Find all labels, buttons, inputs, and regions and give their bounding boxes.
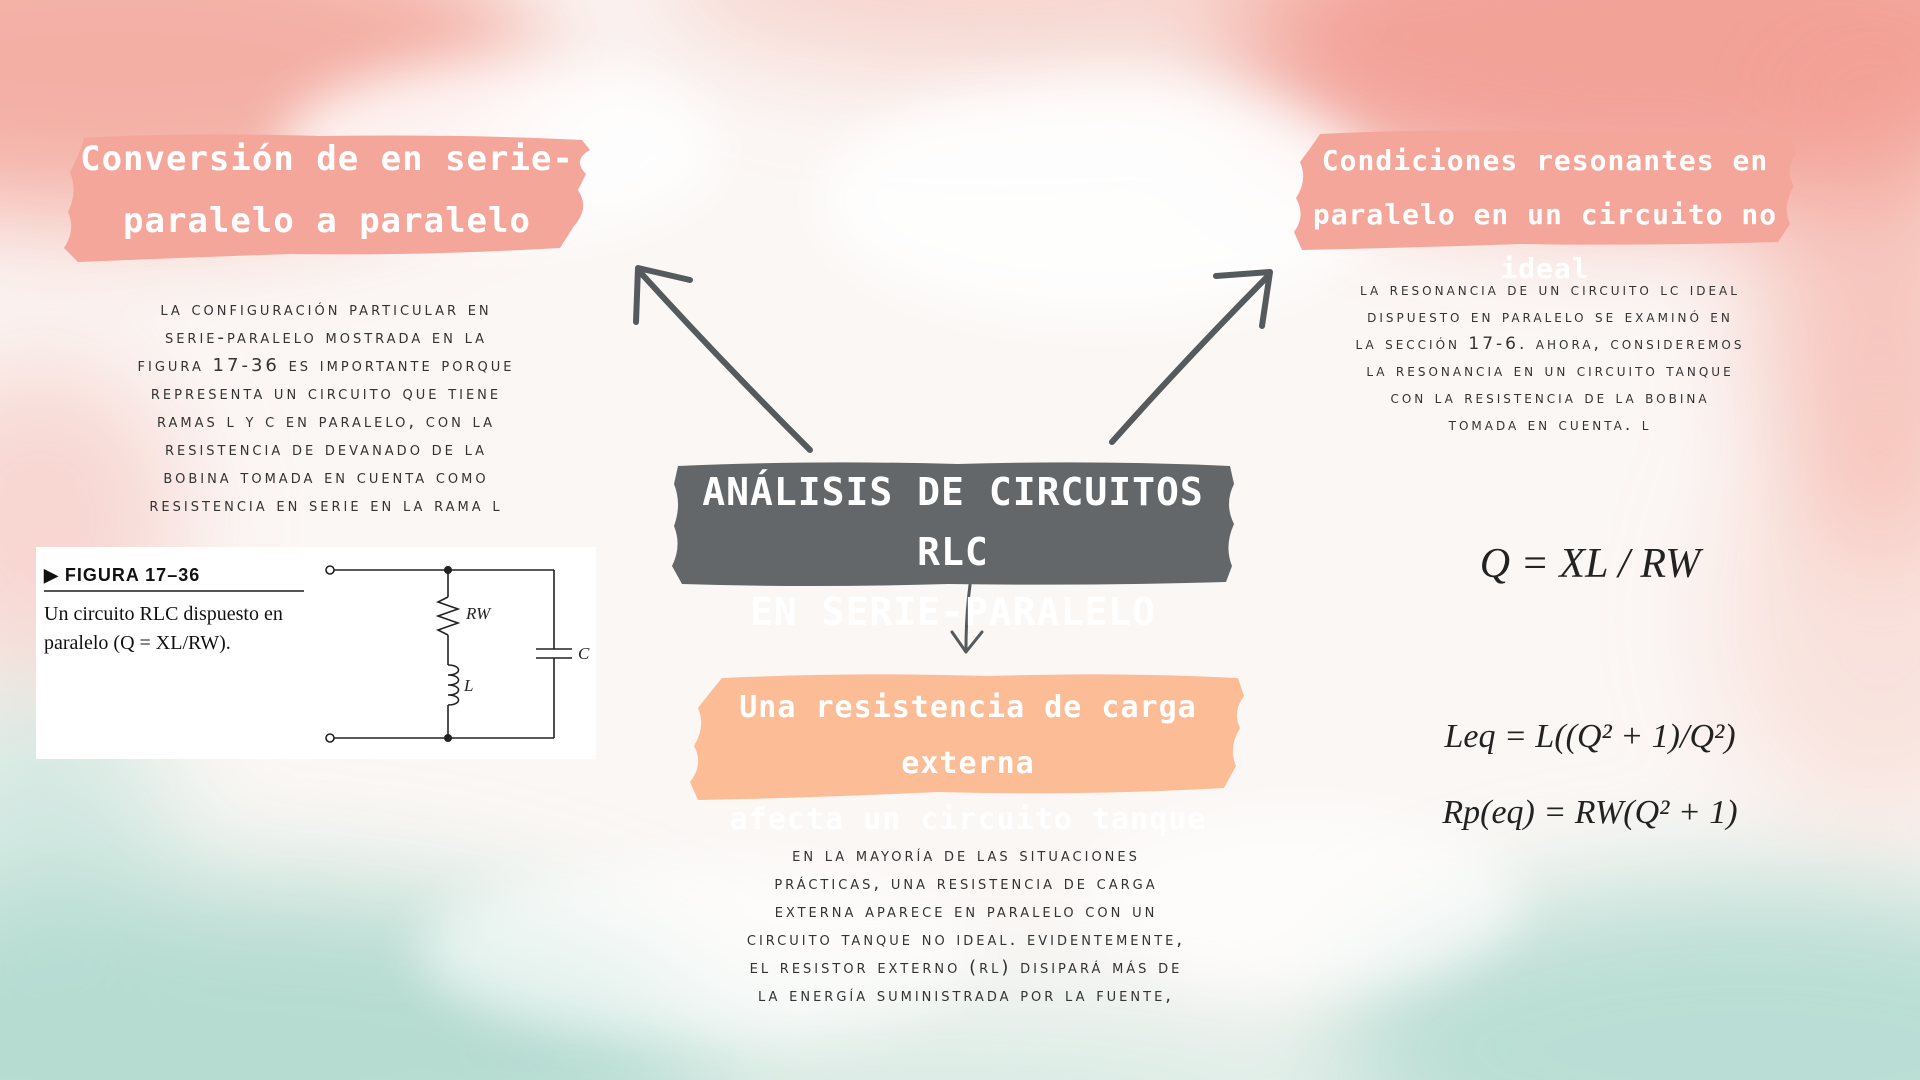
figure-caption: [44, 600, 304, 658]
left-title-line1: Conversión de en serie-: [80, 139, 574, 179]
bottom-description-line: prácticas, una resistencia de carga: [774, 873, 1158, 894]
right-title: [1290, 134, 1800, 296]
bottom-title: [688, 680, 1248, 848]
central-title-line1: ANÁLISIS DE CIRCUITOS RLC: [702, 470, 1204, 574]
figure-caption-line1: Un circuito RLC dispuesto en: [44, 603, 283, 625]
formula-q: Q = XL / RW: [1479, 541, 1701, 587]
right-description-line: tomada en cuenta. l: [1448, 415, 1652, 435]
left-description-line: la configuración particular en: [160, 299, 492, 320]
right-description-line: la sección 17-6. ahora, consideremos: [1355, 334, 1745, 354]
right-description-line: la resonancia de un circuito lc ideal: [1360, 280, 1740, 300]
l-label: L: [464, 676, 474, 695]
right-description-line: con la resistencia de la bobina: [1390, 388, 1710, 408]
figure-caption-line2: paralelo (Q = XL/RW).: [44, 632, 231, 654]
bottom-title-line1: Una resistencia de carga externa: [739, 690, 1197, 781]
left-description-line: representa un circuito que tiene: [150, 383, 502, 404]
left-description-line: bobina tomada en cuenta como: [163, 467, 489, 488]
figure-divider: [44, 590, 304, 592]
arrow-to-right: [1112, 272, 1270, 442]
left-description-line: resistencia en serie en la rama l: [149, 495, 503, 516]
bottom-title-line2: afecta un circuito tanque: [729, 802, 1207, 837]
bottom-description-line: circuito tanque no ideal. evidentemente,: [746, 929, 1186, 950]
left-description-line: serie-paralelo mostrada en la: [164, 327, 488, 348]
formula-leq: Leq = L((Q² + 1)/Q²): [1444, 718, 1736, 755]
rlc-circuit-schematic: [318, 547, 596, 759]
left-description-line: resistencia de devanado de la: [164, 439, 488, 460]
bottom-description-line: en la mayoría de las situaciones: [792, 845, 1140, 866]
left-title-line2: paralelo a paralelo: [123, 201, 531, 241]
bottom-description: [676, 842, 1256, 1010]
right-description: [1320, 277, 1780, 439]
rw-label: RW: [466, 604, 491, 623]
right-description-line: dispuesto en paralelo se examinó en: [1367, 307, 1733, 327]
central-title-line2: EN SERIE-PARALELO: [750, 590, 1156, 634]
central-title: [668, 462, 1238, 642]
right-description-line: la resonancia en un circuito tanque: [1366, 361, 1734, 381]
bottom-description-line: externa aparece en paralelo con un: [774, 901, 1158, 922]
left-description-line: ramas l y c en paralelo, con la: [157, 411, 495, 432]
c-label: C: [578, 644, 590, 663]
bottom-description-line: el resistor externo (rl) disipará más de: [749, 957, 1183, 978]
arrow-to-left: [636, 268, 810, 450]
left-title: [62, 128, 592, 252]
left-description-line: figura 17-36 es importante porque: [137, 355, 515, 376]
figure-17-36: [36, 547, 596, 759]
right-title-line2: paralelo en un circuito no ideal: [1312, 198, 1778, 285]
formula-rpeq: Rp(eq) = RW(Q² + 1): [1442, 794, 1738, 831]
bottom-description-line: la energía suministrada por la fuente,: [757, 985, 1175, 1006]
figure-label: ▶ FIGURA 17–36: [44, 565, 201, 585]
left-description: [96, 296, 556, 520]
right-title-line1: Condiciones resonantes en: [1321, 144, 1769, 177]
